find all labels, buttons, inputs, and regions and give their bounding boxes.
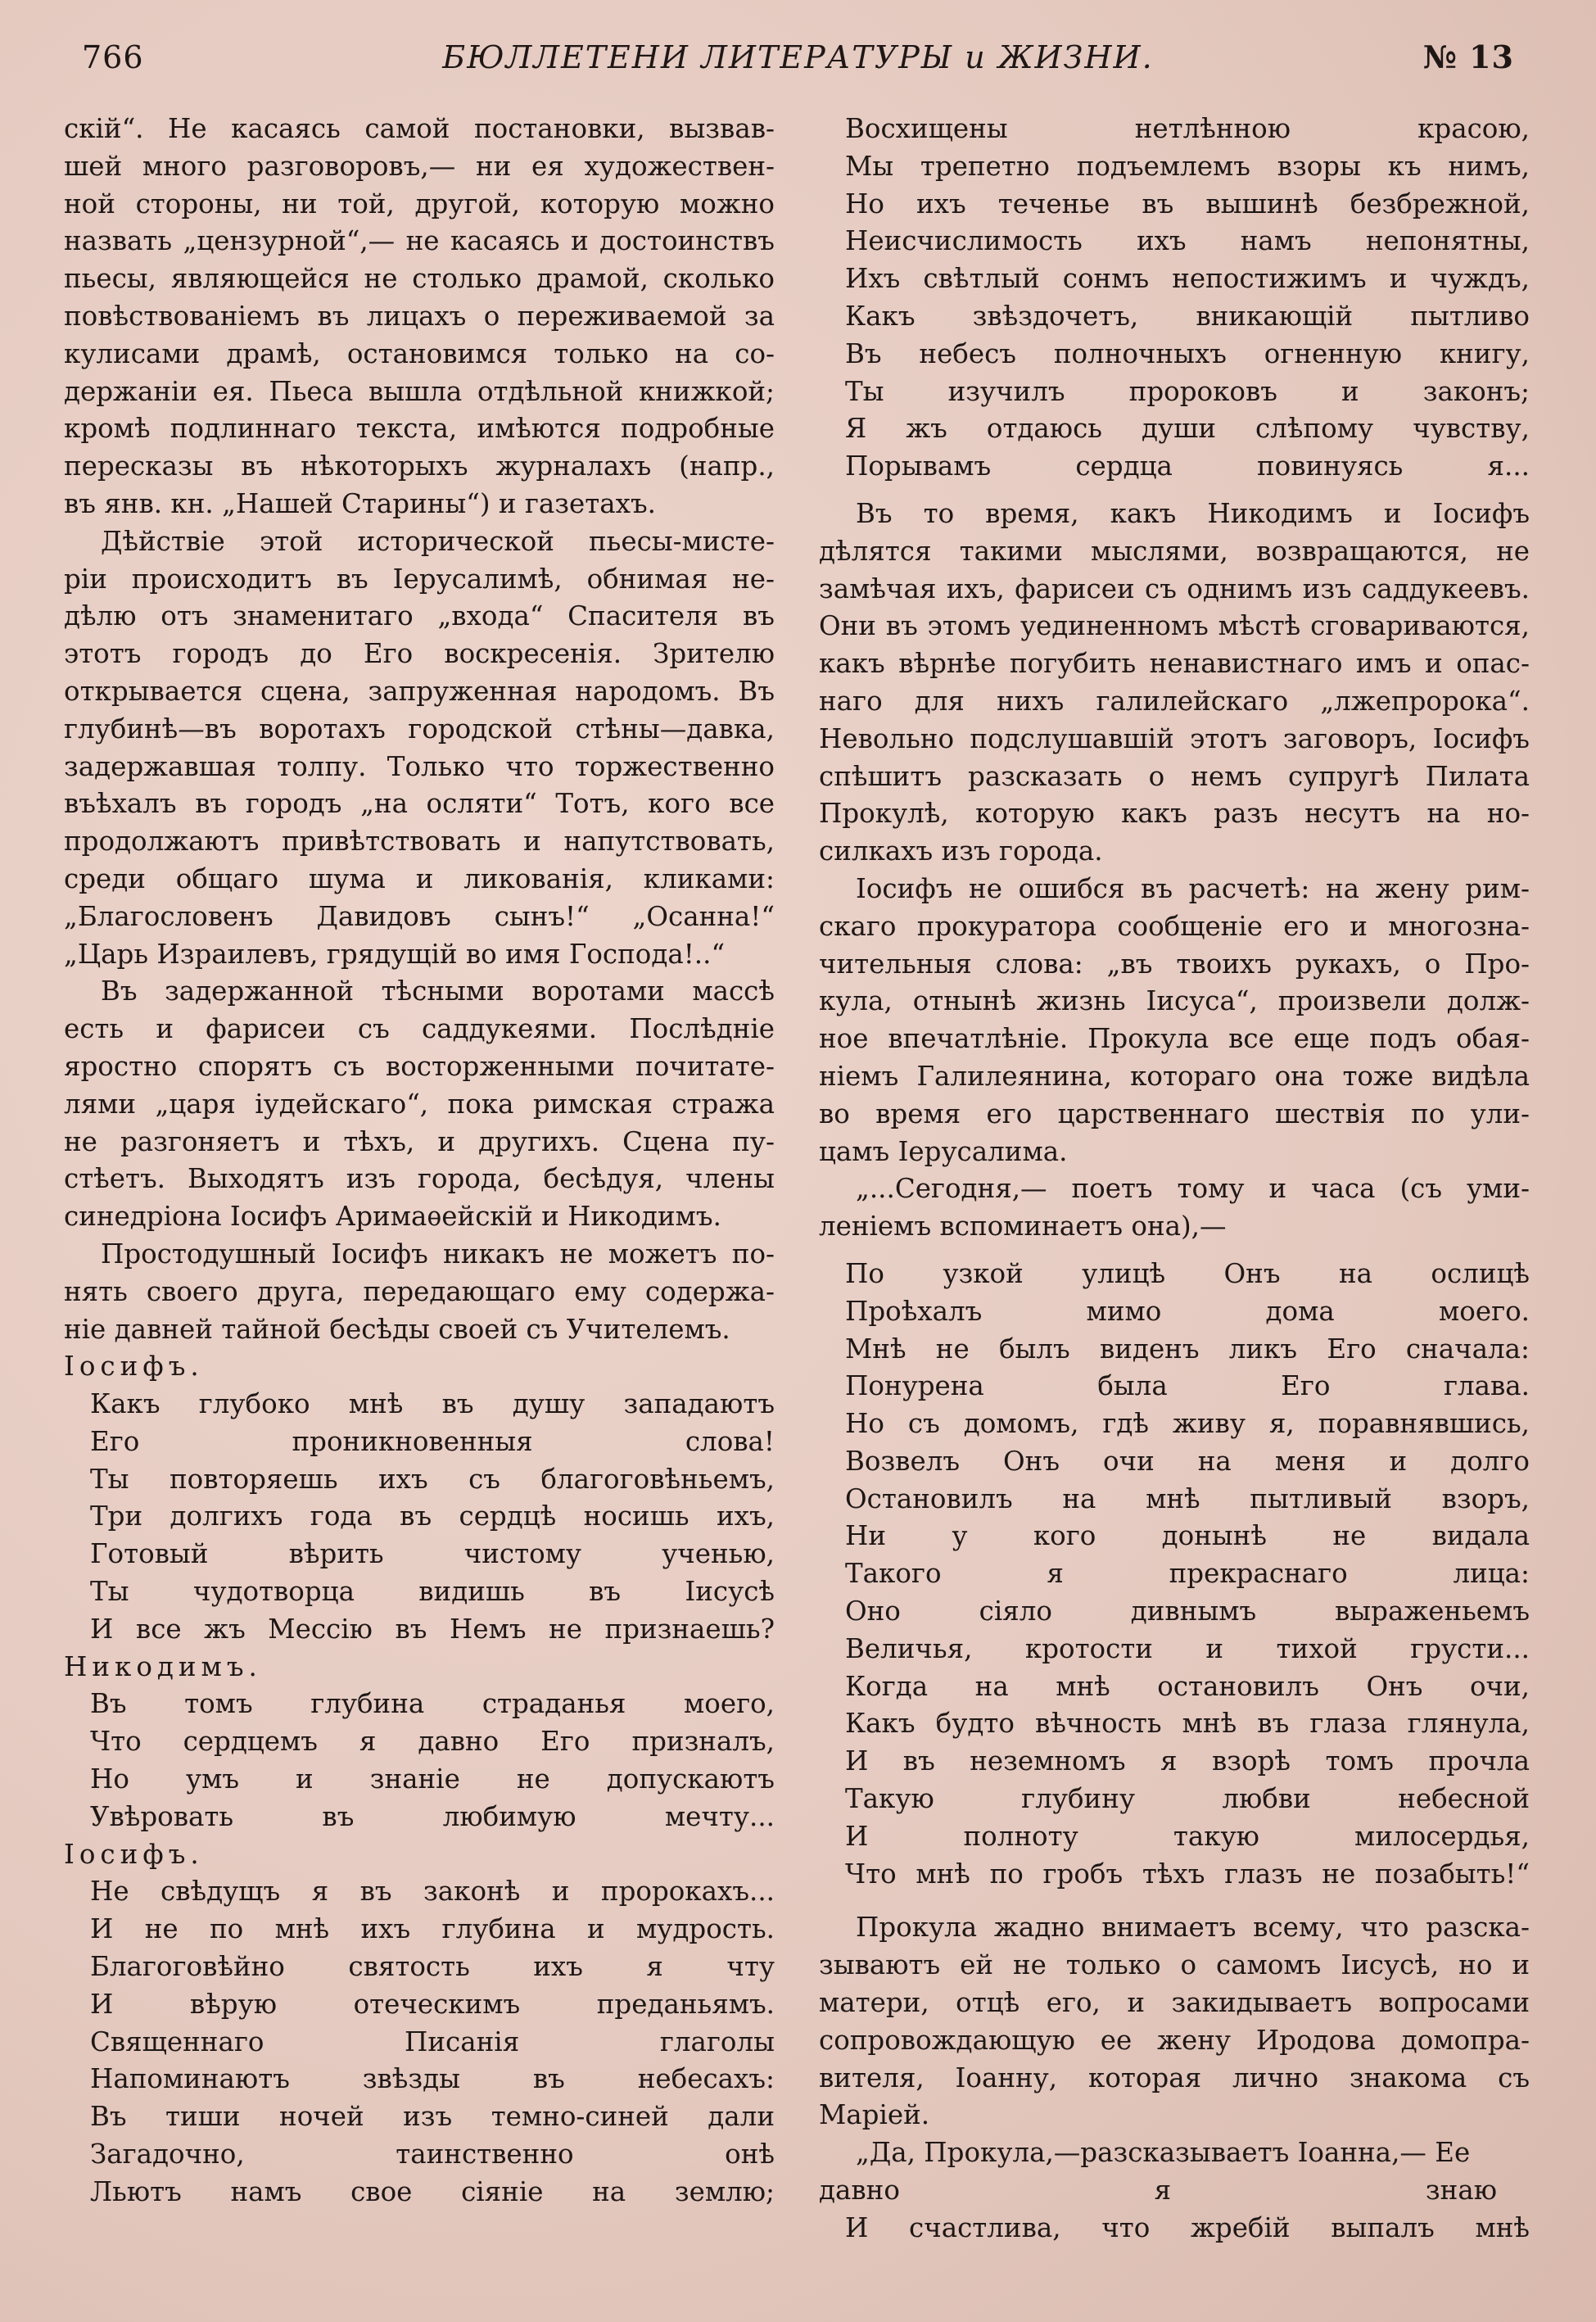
text-line: есть и фарисеи съ саддукеями. Послѣдніе [64,1013,775,1045]
text-line: не разгоняетъ и тѣхъ, и другихъ. Сцена пу- [64,1125,775,1157]
verse-line: Но умъ и знаніе не допускаютъ [90,1763,775,1795]
text-line: кула, отнынѣ жизнь Іисуса“, произвели долж- [819,985,1530,1017]
text-line: дѣлю отъ знаменитаго „входа“ Спасителя въ [64,600,775,632]
verse-line: Неисчислимость ихъ намъ непонятны, [845,225,1530,257]
verse-line: Что сердцемъ я давно Его призналъ, [90,1726,775,1758]
verse-line: Ихъ свѣтлый сонмъ непостижимъ и чуждъ, [845,263,1530,295]
paragraph-6 [819,871,1530,1170]
text-line: „Да, Прокула,—разсказываетъ Іоанна,— Ее [856,2137,1471,2169]
text-line: повѣствованіемъ въ лицахъ о переживаемой за [64,300,775,332]
text-line: „Благословенъ Давидовъ сынъ!“ „Осанна!“ [64,900,775,932]
verse-line: И полноту такую милосердья, [845,1820,1530,1852]
verse-line: Льютъ намъ свое сіяніе на землю; [90,2175,775,2207]
verse-line: Порывамъ сердца повинуясь я... [845,450,1530,482]
text-line: „Царь Израилевъ, грядущій во имя Господа!..“ [64,938,726,970]
verse-line: Оно сіяло дивнымъ выраженьемъ [845,1596,1530,1627]
verse-line: Мы трепетно подъемлемъ взоры къ нимъ, [845,150,1530,182]
verse-line: Какъ глубоко мнѣ въ душу западаютъ [90,1388,775,1420]
text-line: глубинѣ—въ воротахъ городской стѣны—давка, [64,713,775,745]
text-line: во время его царственнаго шествія по ули- [819,1098,1530,1129]
text-line: синедріона Іосифъ Аримаѳейскій и Никодимъ. [64,1201,721,1233]
page-header [0,34,1596,84]
verse-line: Благоговѣйно святость ихъ я чту [90,1951,775,1983]
verse-line: Его проникновенныя слова! [90,1425,775,1457]
text-line: держаніи ея. Пьеса вышла отдѣльной книжкой; [64,375,775,407]
text-line: яростно спорятъ съ восторженными почитате- [64,1050,775,1082]
verse-line: Ни у кого донынѣ не видала [845,1520,1530,1552]
verse-line: Понурена была Его глава. [845,1370,1530,1402]
verse-block-3 [64,1873,775,2211]
speaker-name: Іосифъ. [64,1351,204,1383]
speaker-name: Никодимъ. [64,1650,262,1682]
verse-line: Ты чудотворца видишь въ Іисусѣ [90,1576,775,1608]
paragraph-9 [819,2134,1530,2247]
text-line: этотъ городъ до Его воскресенія. Зрителю [64,638,775,670]
text-line: Въ задержанной тѣсными воротами массѣ [101,975,775,1007]
text-line: Іосифъ не ошибся въ расчетѣ: на жену рим- [856,872,1530,904]
text-line: нять своего друга, передающаго ему содержа- [64,1275,775,1307]
verse-line: Священнаго Писанія глаголы [90,2026,775,2057]
paragraph-7 [819,1170,1530,1246]
verse-block-5 [819,1256,1530,1894]
text-line: леніемъ вспоминаетъ она),— [819,1211,1227,1242]
verse-line: И не по мнѣ ихъ глубина и мудрость. [90,1913,775,1945]
text-line: цамъ Іерусалима. [819,1135,1068,1167]
text-line: „...Сегодня,— поетъ тому и часа (съ уми- [856,1173,1530,1205]
verse-line: Что мнѣ по гробъ тѣхъ глазъ не позабыть!“ [845,1858,1530,1890]
text-line: кулисами драмѣ, остановимся только на со- [64,337,775,369]
text-line: какъ вѣрнѣе погубить ненавистнаго имъ и опас- [819,648,1530,680]
text-line: среди общаго шума и ликованія, кликами: [64,862,775,894]
verse-line: Но съ домомъ, гдѣ живу я, поравнявшись, [845,1408,1530,1440]
verse-line: Въ небесъ полночныхъ огненную книгу, [845,337,1530,369]
verse-line: Увѣровать въ любимую мечту... [90,1800,775,1832]
verse-line: Не свѣдущъ я въ законѣ и пророкахъ... [90,1876,775,1908]
verse-line: И все жъ Мессію въ Немъ не признаешь? [90,1613,775,1645]
verse-line: И счастлива, что жребій выпалъ мнѣ [845,2211,1530,2243]
text-line: Маріей. [819,2099,930,2131]
issue-number: № 13 [1422,38,1514,75]
text-line: спѣшитъ разсказать о немъ супругѣ Пилата [819,760,1530,792]
text-line: чительныя слова: „въ твоихъ рукахъ, о Про- [819,948,1530,980]
verse-line: Мнѣ не былъ виденъ ликъ Его сначала: [845,1333,1530,1365]
verse-line: Загадочно, таинственно онѣ [90,2139,775,2170]
text-line: скій“. Не касаясь самой постановки, вызвав- [64,113,775,144]
text-line: пьесы, являющейся не столько драмой, сколько [64,263,775,295]
text-line: въ янв. кн. „Нашей Старины“) и газетахъ. [64,487,656,519]
text-line: Дѣйствіе этой исторической пьесы-мистe- [101,525,775,557]
paragraph-5 [819,496,1530,871]
text-line: шей много разговоровъ,— ни ея художествен- [64,150,775,182]
paragraph-1 [64,111,775,523]
verse-line: Такую глубину любви небесной [845,1783,1530,1815]
text-line: давно я знаю [819,2175,1497,2207]
text-line: лями „царя іудейскаго“, пока римская стража [64,1088,775,1120]
verse-line: Я жъ отдаюсь души слѣпому чувству, [845,413,1530,445]
text-line: задержавшая толпу. Только что торжественно [64,750,775,782]
verse-line: И въ неземномъ я взорѣ томъ прочла [845,1745,1530,1777]
verse-line: Когда на мнѣ остановилъ Онъ очи, [845,1670,1530,1702]
verse-block-1 [64,1386,775,1649]
speaker-name: Іосифъ. [64,1838,204,1870]
verse-line: Въ тиши ночей изъ темно-синей дали [90,2101,775,2133]
verse-line: Три долгихъ года въ сердцѣ носишь ихъ, [90,1500,775,1532]
right-column [819,111,1530,2247]
verse-line: По узкой улицѣ Онъ на ослицѣ [845,1257,1530,1289]
verse-line: Проѣхалъ мимо дома моего. [845,1295,1530,1327]
text-line: замѣчая ихъ, фарисеи съ однимъ изъ саддукеевъ. [819,573,1530,604]
running-title: БЮЛЛЕТЕНИ ЛИТЕРАТУРЫ и ЖИЗНИ. [442,39,1154,75]
verse-line: Ты повторяешь ихъ съ благоговѣньемъ, [90,1463,775,1495]
text-line: Они въ этомъ уединенномъ мѣстѣ сговариваются, [819,610,1530,642]
text-line: назвать „цензурной“,— не касаясь и достоинствъ [64,225,775,257]
paragraph-8 [819,1909,1530,2134]
verse-line: Возвелъ Онъ очи на меня и долго [845,1445,1530,1477]
left-column [64,111,775,2211]
paragraph-3 [64,973,775,1236]
verse-line: Такого я прекраснаго лица: [845,1558,1530,1590]
text-line: Простодушный Іосифъ никакъ не можетъ по- [101,1238,775,1270]
verse-line: И вѣрую отеческимъ преданьямъ. [90,1988,775,2020]
verse-line: Какъ будто вѣчность мнѣ въ глаза глянула, [845,1708,1530,1740]
verse-block-2 [64,1686,775,1835]
page-number: 766 [82,39,144,75]
text-line: Прокула жадно внимаетъ всему, что разска- [856,1912,1530,1944]
text-line: скаго прокуратора сообщеніе его и многозна- [819,910,1530,942]
text-line: вителя, Іоанну, которая лично знакома съ [819,2062,1530,2093]
verse-line: Ты изучилъ пророковъ и законъ; [845,375,1530,407]
verse-line: Величья, кротости и тихой грусти... [845,1632,1530,1664]
text-line: ніемъ Галилеянина, котораго она тоже видѣла [819,1060,1530,1092]
verse-line: Напоминаютъ звѣзды въ небесахъ: [90,2063,775,2095]
text-line: ніе давней тайной бесѣды своей съ Учителемъ. [64,1313,730,1345]
verse-line: Но ихъ теченье въ вышинѣ безбрежной, [845,188,1530,220]
verse-line: Остановилъ на мнѣ пытливый взоръ, [845,1482,1530,1514]
text-line: силкахъ изъ города. [819,835,1103,867]
text-line: ріи происходитъ въ Іерусалимѣ, обнимая не- [64,563,775,595]
text-line: открывается сцена, запруженная народомъ. Въ [64,675,775,707]
text-line: наго для нихъ галилейскаго „лжепророка“. [819,685,1530,717]
text-line: продолжаютъ привѣтствовать и напутствовать, [64,826,775,858]
text-line: Въ то время, какъ Никодимъ и Іосифъ [856,497,1530,529]
text-line: сопровождающую ее жену Иродова домопра- [819,2024,1530,2056]
text-line: ное впечатлѣніе. Прокула все еще подъ обая- [819,1023,1530,1055]
verse-line: Какъ звѣздочетъ, вникающій пытливо [845,300,1530,332]
text-line: стѣетъ. Выходятъ изъ города, бесѣдуя, члены [64,1163,775,1195]
text-line: зываютъ ей не только о самомъ Іисусѣ, но и [819,1949,1530,1981]
text-line: дѣлятся такими мыслями, возвращаются, не [819,535,1530,567]
text-line: ной стороны, ни той, другой, которую можно [64,188,775,220]
verse-line: Готовый вѣрить чистому ученью, [90,1538,775,1570]
verse-line: Въ томъ глубина страданья моего, [90,1688,775,1720]
text-line: Невольно подслушавшій этотъ заговоръ, Іосифъ [819,722,1530,754]
text-line: въѣхалъ въ городъ „на осляти“ Тотъ, кого все [64,788,775,820]
text-line: пересказы въ нѣкоторыхъ журналахъ (напр., [64,450,775,482]
text-line: кромѣ подлиннаго текста, имѣются подробные [64,413,775,445]
paragraph-4 [64,1236,775,1348]
text-line: матери, отцѣ его, и закидываетъ вопросами [819,1987,1530,2019]
text-line: Прокулѣ, которую какъ разъ несутъ на но- [819,798,1530,830]
verse-line: Восхищены нетлѣнною красою, [845,113,1530,144]
paragraph-2 [64,523,775,974]
verse-block-4 [819,111,1530,486]
